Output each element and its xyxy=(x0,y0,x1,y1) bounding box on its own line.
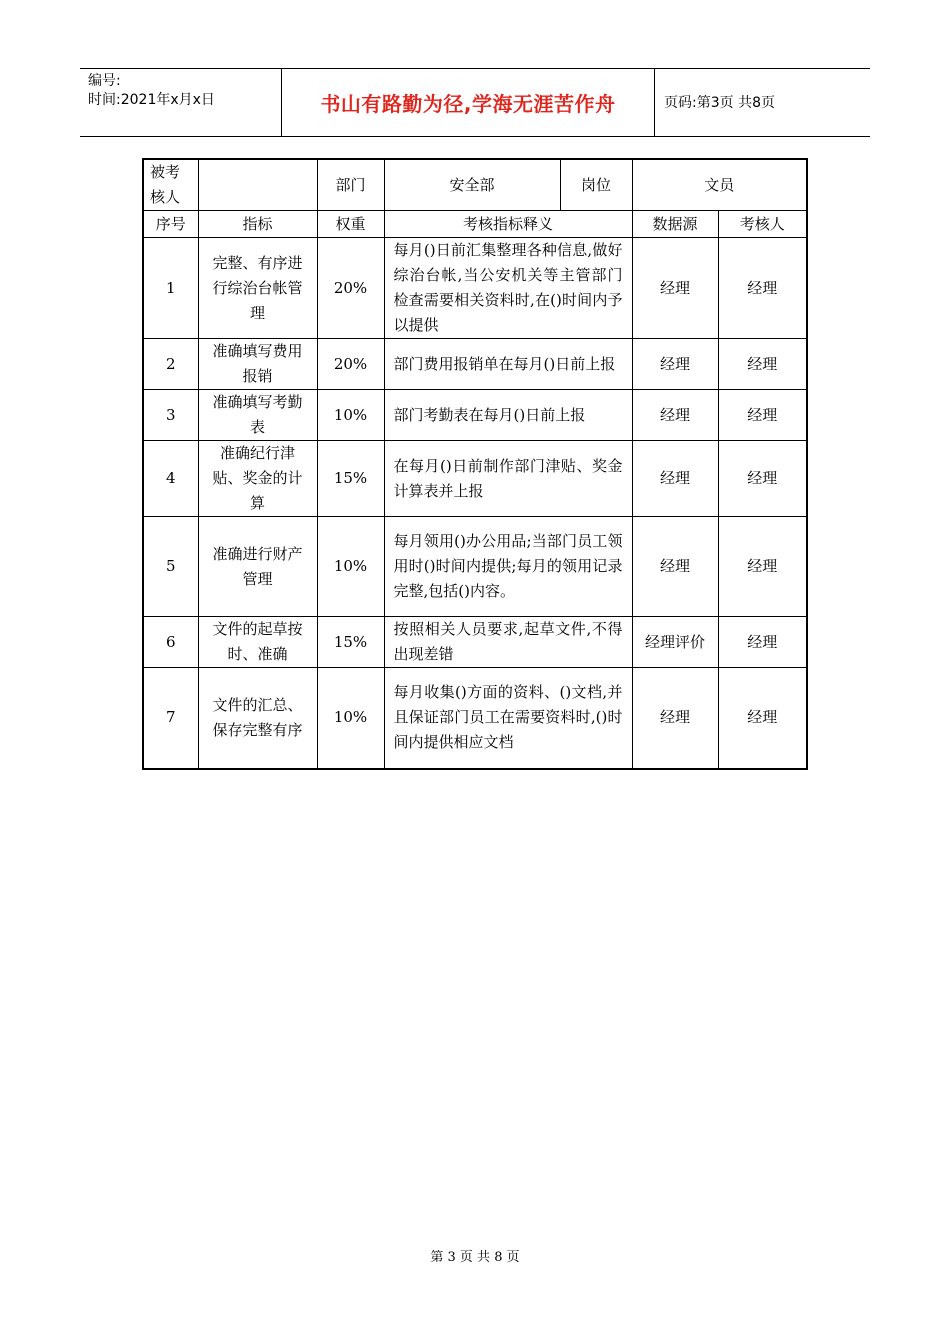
row-description: 部门考勤表在每月()日前上报 xyxy=(384,390,632,441)
row-data-source: 经理 xyxy=(632,390,718,441)
document-number-label: 编号: xyxy=(88,73,121,89)
evaluation-table xyxy=(142,158,808,770)
row-description: 部门费用报销单在每月()日前上报 xyxy=(384,339,632,390)
row-data-source: 经理 xyxy=(632,668,718,769)
row-data-source: 经理评价 xyxy=(632,617,718,668)
row-weight: 20% xyxy=(317,339,384,390)
row-assessor: 经理 xyxy=(718,238,807,339)
row-weight: 20% xyxy=(317,238,384,339)
table-row xyxy=(143,517,807,617)
row-weight: 15% xyxy=(317,441,384,517)
assessee-label: 被考核人 xyxy=(143,159,198,211)
post-value: 文员 xyxy=(632,159,807,211)
row-weight: 10% xyxy=(317,668,384,769)
column-header: 权重 xyxy=(317,211,384,238)
row-number: 4 xyxy=(143,441,198,517)
row-description: 每月收集()方面的资料、()文档,并且保证部门员工在需要资料时,()时间内提供相应文档 xyxy=(384,668,632,769)
column-header: 数据源 xyxy=(632,211,718,238)
row-assessor: 经理 xyxy=(718,390,807,441)
row-number: 1 xyxy=(143,238,198,339)
assessee-value xyxy=(198,159,317,211)
document-time-label: 时间:2021年x月x日 xyxy=(88,92,215,108)
row-number: 5 xyxy=(143,517,198,617)
row-description: 在每月()日前制作部门津贴、奖金计算表并上报 xyxy=(384,441,632,517)
row-weight: 10% xyxy=(317,390,384,441)
row-description: 按照相关人员要求,起草文件,不得出现差错 xyxy=(384,617,632,668)
table-row xyxy=(143,668,807,769)
row-number: 2 xyxy=(143,339,198,390)
table-row xyxy=(143,390,807,441)
department-label: 部门 xyxy=(317,159,384,211)
row-weight: 10% xyxy=(317,517,384,617)
row-indicator: 准确填写考勤表 xyxy=(198,390,317,441)
row-description: 每月()日前汇集整理各种信息,做好综治台帐,当公安机关等主管部门检查需要相关资料时,在()时间内予以提供 xyxy=(384,238,632,339)
row-assessor: 经理 xyxy=(718,441,807,517)
row-indicator: 准确填写费用报销 xyxy=(198,339,317,390)
row-weight: 15% xyxy=(317,617,384,668)
row-assessor: 经理 xyxy=(718,517,807,617)
header-motto: 书山有路勤为径,学海无涯苦作舟 xyxy=(320,91,616,116)
column-header: 指标 xyxy=(198,211,317,238)
row-data-source: 经理 xyxy=(632,441,718,517)
row-assessor: 经理 xyxy=(718,668,807,769)
header-bottom-rule xyxy=(80,136,870,137)
row-description: 每月领用()办公用品;当部门员工领用时()时间内提供;每月的领用记录完整,包括()内容。 xyxy=(384,517,632,617)
page-footer: 第 3 页 共 8 页 xyxy=(430,1250,520,1265)
column-header: 考核指标释义 xyxy=(384,211,632,238)
row-number: 3 xyxy=(143,390,198,441)
column-header: 序号 xyxy=(143,211,198,238)
row-indicator: 完整、有序进行综治台帐管理 xyxy=(198,238,317,339)
row-data-source: 经理 xyxy=(632,517,718,617)
row-assessor: 经理 xyxy=(718,339,807,390)
row-indicator: 准确进行财产管理 xyxy=(198,517,317,617)
row-data-source: 经理 xyxy=(632,238,718,339)
table-top-row xyxy=(143,159,807,211)
row-assessor: 经理 xyxy=(718,617,807,668)
post-label: 岗位 xyxy=(560,159,632,211)
header-divider-right xyxy=(654,68,655,136)
row-number: 7 xyxy=(143,668,198,769)
row-indicator: 文件的汇总、保存完整有序 xyxy=(198,668,317,769)
department-value: 安全部 xyxy=(384,159,560,211)
row-indicator: 文件的起草按时、准确 xyxy=(198,617,317,668)
table-row xyxy=(143,238,807,339)
header-page-info: 页码:第3页 共8页 xyxy=(664,95,775,111)
table-row xyxy=(143,339,807,390)
row-data-source: 经理 xyxy=(632,339,718,390)
column-header: 考核人 xyxy=(718,211,807,238)
row-number: 6 xyxy=(143,617,198,668)
table-row xyxy=(143,441,807,517)
table-header-row xyxy=(143,211,807,238)
row-indicator: 准确纪行津贴、奖金的计算 xyxy=(198,441,317,517)
header-meta xyxy=(88,72,215,110)
table-row xyxy=(143,617,807,668)
